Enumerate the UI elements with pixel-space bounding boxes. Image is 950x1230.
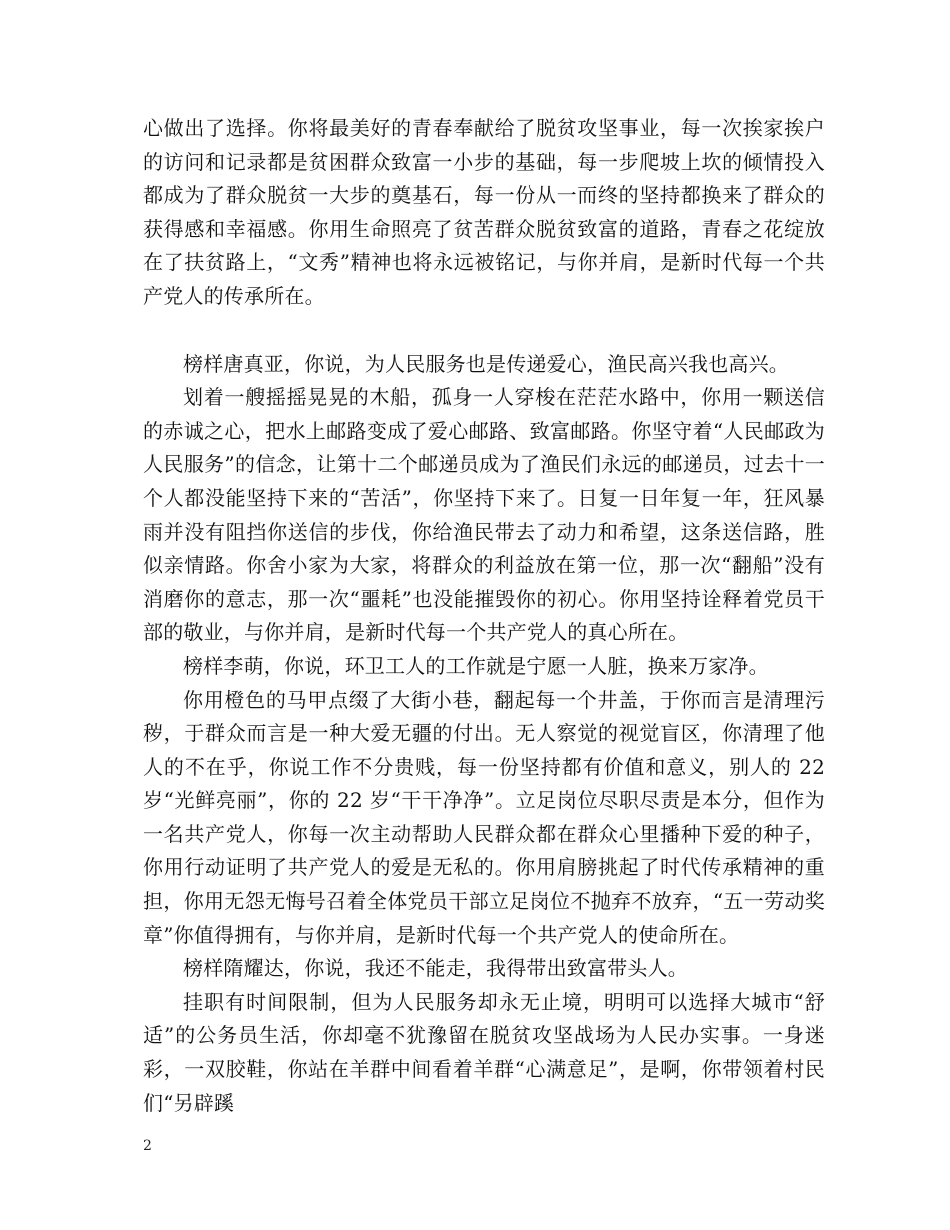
document-body [143, 112, 825, 1120]
page-number: 2 [143, 1138, 152, 1154]
paragraph-sui-yaoda-story: 挂职有时间限制，但为人民服务却永无止境，明明可以选择大城市“舒适”的公务员生活，你却毫不犹豫留在脱贫攻坚战场为人民办实事。一身迷彩，一双胶鞋，你站在羊群中间看着羊群“心满意足”，是啊，你带领着村民们“另辟蹊 [143, 989, 825, 1115]
paragraph-li-meng-quote: 榜样李萌，你说，环卫工人的工作就是宁愿一人脏，换来万家净。 [183, 653, 769, 678]
paragraph-continuation: 心做出了选择。你将最美好的青春奉献给了脱贫攻坚事业，每一次挨家挨户的访问和记录都是贫困群众致富一小步的基础，每一步爬坡上坎的倾情投入都成为了群众脱贫一大步的奠基石，每一份从一而终的坚持都换来了群众的获得感和幸福感。你用生命照亮了贫苦群众脱贫致富的道路，青春之花绽放在了扶贫路上，“文秀”精神也将永远被铭记，与你并肩，是新时代每一个共产党人的传承所在。 [143, 116, 825, 308]
paragraph-li-meng-story: 你用橙色的马甲点缀了大街小巷，翻起每一个井盖，于你而言是清理污秽，于群众而言是一种大爱无疆的付出。无人察觉的视觉盲区，你清理了他人的不在乎，你说工作不分贵贱，每一份坚持都有价值和意义，别人的 22 岁“光鲜亮丽”，你的 22 岁“干干净净”。立足岗位尽职尽责是本分，但作为一名共产党人，你每一次主动帮助人民群众都在群众心里播种下爱的种子，你用行动证明了共产党人的爱是无私的。你用肩膀挑起了时代传承精神的重担，你用无怨无悔号召着全体党员干部立足岗位不抛弃不放弃，“五一劳动奖章”你值得拥有，与你并肩，是新时代每一个共产党人的使命所在。 [143, 687, 825, 947]
paragraph-tang-zhenya-story: 划着一艘摇摇晃晃的木船，孤身一人穿梭在茫茫水路中，你用一颗送信的赤诚之心，把水上邮路变成了爱心邮路、致富邮路。你坚守着“人民邮政为人民服务”的信念，让第十二个邮递员成为了渔民们永远的邮递员，过去十一个人都没能坚持下来的“苦活”，你坚持下来了。日复一日年复一年，狂风暴雨并没有阻挡你送信的步伐，你给渔民带去了动力和希望，这条送信路，胜似亲情路。你舍小家为大家，将群众的利益放在第一位，那一次“翻船”没有消磨你的意志，那一次“噩耗”也没能摧毁你的初心。你用坚持诠释着党员干部的敬业，与你并肩，是新时代每一个共产党人的真心所在。 [143, 385, 825, 645]
paragraph-tang-zhenya-quote: 榜样唐真亚，你说，为人民服务也是传递爱心，渔民高兴我也高兴。 [183, 351, 789, 376]
paragraph-sui-yaoda-quote: 榜样隋耀达，你说，我还不能走，我得带出致富带头人。 [183, 956, 688, 981]
